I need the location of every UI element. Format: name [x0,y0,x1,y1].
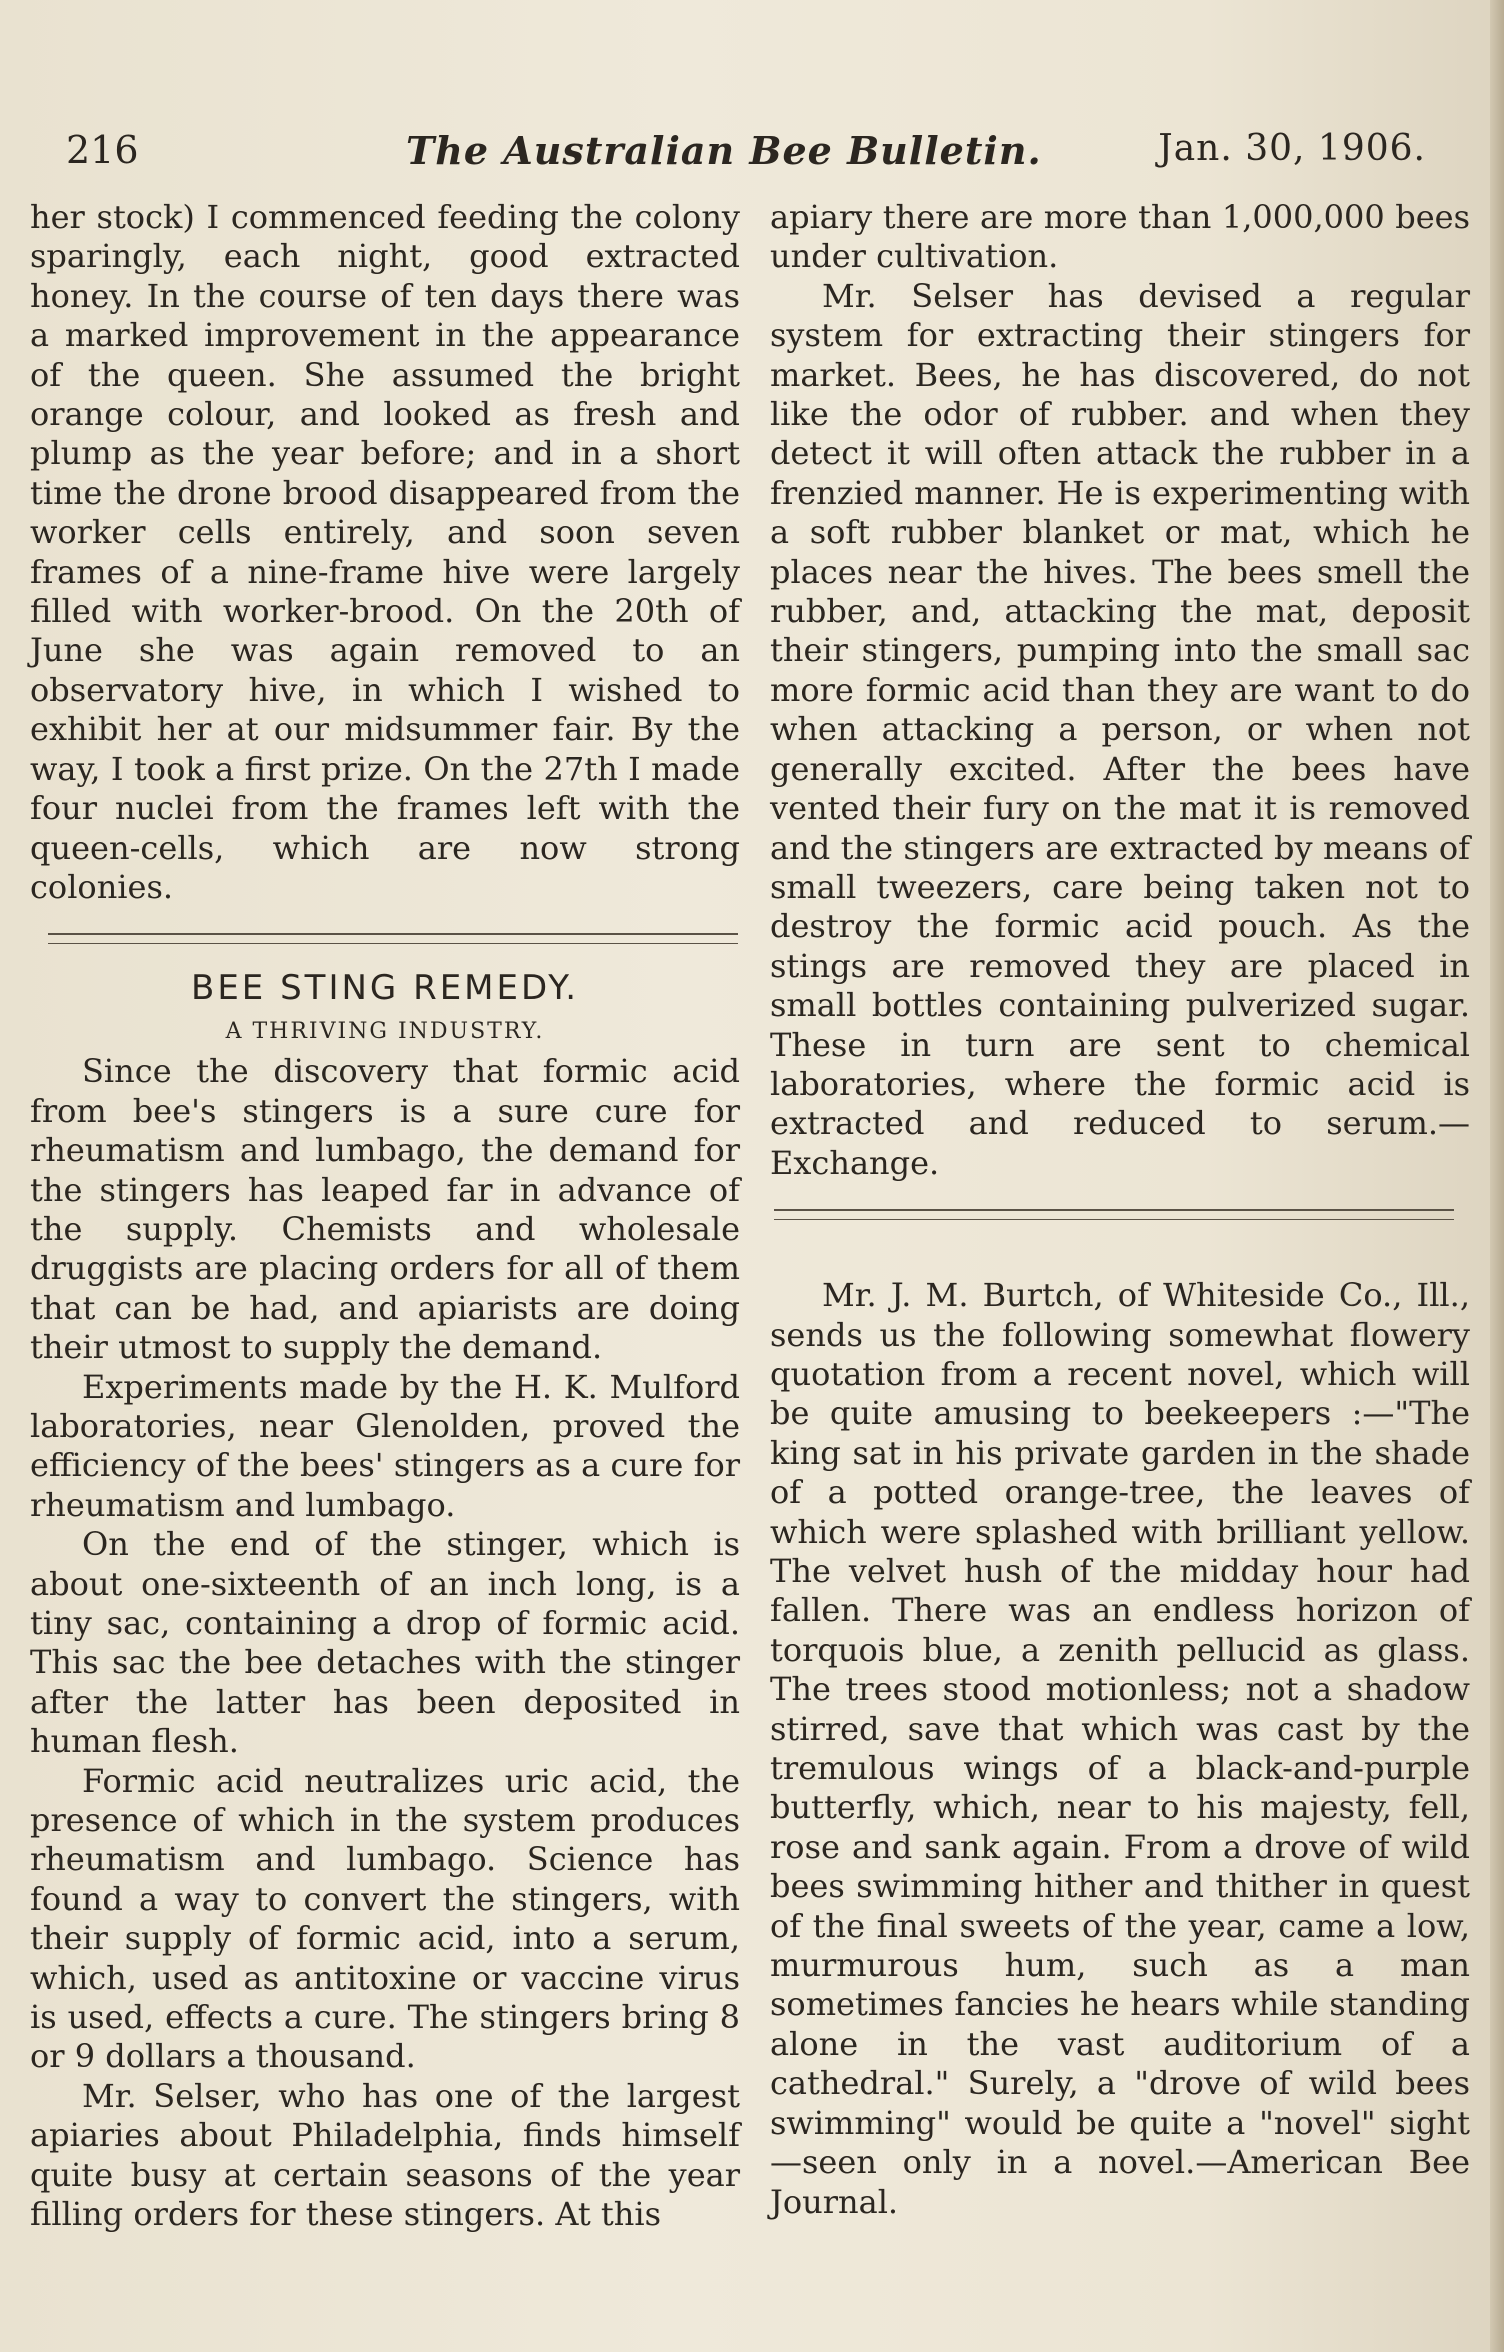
article-subtitle: A THRIVING INDUSTRY. [225,1019,545,1045]
page-number: 216 [66,128,139,172]
journal-title: The Australian Bee Bulletin. [406,128,1042,173]
continued-paragraph: her stock) I commenced feeding the colony sparingly, each night, good extracted honey. In the course of ten days there was a marked improvement in the appearance of the queen. She assumed the bright orange colour, and looked as fresh and plump as the year before; and in a short time the drone brood disappeared from the worker cells entirely, and soon seven frames of a nine-frame hive were largely filled with worker-brood. On the 20th of June she was again removed to an observatory hive, in which I wished to exhibit her at our midsummer fair. By the way, I took a first prize. On the 27th I made four nuclei from the frames left with the queen-cells, which are now strong colonies. [30,198,740,906]
article-paragraph: Formic acid neutralizes uric acid, the presence of which in the system produces rheumatism and lumbago. Science has found a way to convert the stingers, with their supply of formic acid, into a serum, which, used as antitoxine or vaccine virus is used, effects a cure. The stingers bring 8 or 9 dollars a thousand. [30,1761,740,2076]
page-header [66,128,1426,188]
continued-paragraph: apiary there are more than 1,000,000 bees under cultivation. [770,198,1470,276]
article-paragraph: Mr. Selser, who has one of the largest apiaries about Philadelphia, finds himself quite busy at certain seasons of the year filling orders for these stingers. At this [30,2076,740,2234]
article-paragraph: Experiments made by the H. K. Mulford laboratories, near Glenolden, proved the efficiency of the bees' stingers as a cure for rheumatism and lumbago. [30,1367,740,1524]
spacer [770,1242,1470,1276]
left-column [30,198,740,2235]
article-paragraph: Mr. J. M. Burtch, of Whiteside Co., Ill., sends us the following somewhat flowery quotation from a recent novel, which will be quite amusing to beekeepers :—"The king sat in his private garden in the shade of a potted orange-tree, the leaves of which were splashed with brilliant yellow. The velvet hush of the midday hour had fallen. There was an endless horizon of torquois blue, a zenith pellucid as glass. The trees stood motionless; not a shadow stirred, save that which was cast by the tremulous wings of a black-and-purple butterfly, which, near to his majesty, fell, rose and sank again. From a drove of wild bees swimming hither and thither in quest of the final sweets of the year, came a low, murmurous hum, such as a man sometimes fancies he hears while standing alone in the vast auditorium of a cathedral." Surely, a "drove of wild bees swimming" would be quite a "novel" sight—seen only in a novel.—American Bee Journal. [770,1276,1470,2221]
article-paragraph: On the end of the stinger, which is about one-sixteenth of an inch long, is a tiny sac, containing a drop of formic acid. This sac the bee detaches with the stinger after the latter has been deposited in human flesh. [30,1525,740,1761]
article-paragraph: Mr. Selser has devised a regular system for extracting their stingers for market. Bees, he has discovered, do not like the odor of rubber. and when they detect it will often attack the rubber in a frenzied manner. He is experimenting with a soft rubber blanket or mat, which he places near the hives. The bees smell the rubber, and, attacking the mat, deposit their stingers, pumping into the small sac more formic acid than they are want to do when attacking a person, or when not generally excited. After the bees have vented their fury on the mat it is removed and the stingers are extracted by means of small tweezers, care being taken not to destroy the formic acid pouch. As the stings are removed they are placed in small bottles containing pulverized sugar. These in turn are sent to chemical laboratories, where the formic acid is extracted and reduced to serum.—Exchange. [770,276,1470,1182]
issue-date: Jan. 30, 1906. [1158,128,1426,169]
article-title: BEE STING REMEDY. [191,968,579,1009]
page-edge [1490,0,1504,2352]
article-paragraph: Since the discovery that formic acid from bee's stingers is a sure cure for rheumatism and lumbago, the demand for the stingers has leaped far in advance of the supply. Chemists and wholesale druggists are placing orders for all of them that can be had, and apiarists are doing their utmost to supply the demand. [30,1052,740,1367]
section-divider [48,933,738,944]
right-column [770,198,1470,2222]
section-divider [774,1209,1454,1220]
